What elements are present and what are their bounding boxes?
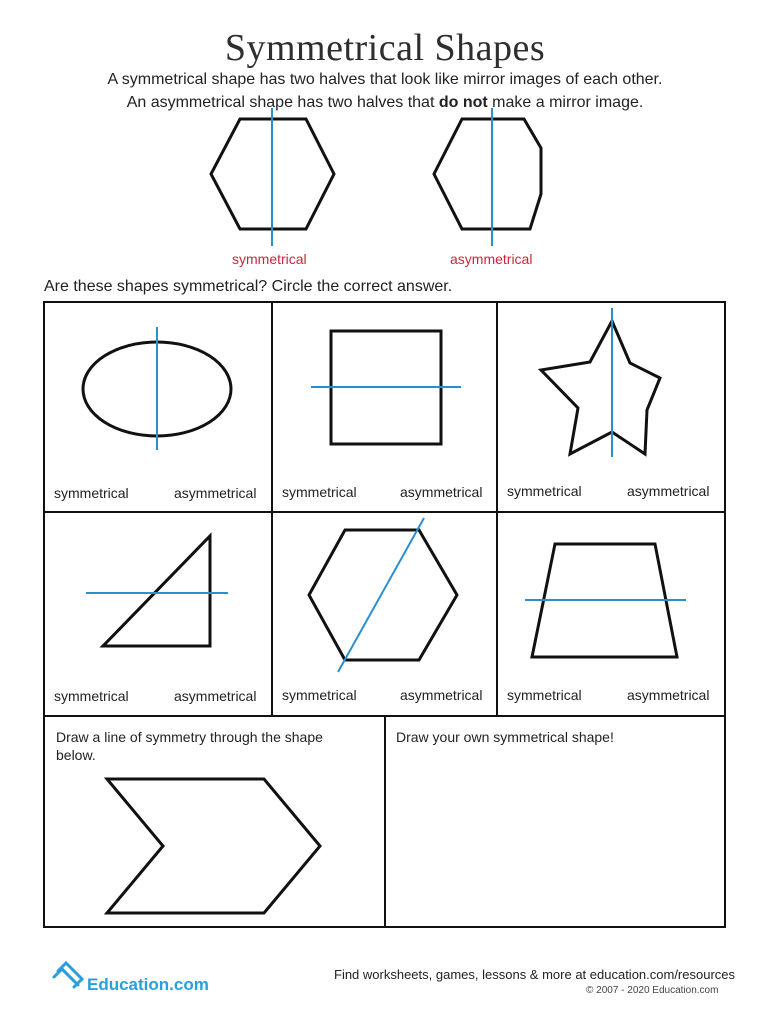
education-logo-icon [52,961,86,991]
cell-3-symmetrical[interactable]: symmetrical [507,483,582,499]
intro-emphasis: do not [438,94,488,111]
education-logo-text[interactable]: Education.com [87,975,209,994]
intro-line-2-pre: An asymmetrical shape has two halves that [126,94,439,111]
page-title: Symmetrical Shapes [224,27,546,69]
cell-2-asymmetrical[interactable]: asymmetrical [400,484,483,500]
footer-resources: Find worksheets, games, lessons & more at education.com/resources [334,967,736,982]
draw-own-instruction: Draw your own symmetrical shape! [396,729,614,745]
intro-line-2-post: make a mirror image. [487,94,644,111]
draw-line-instruction: Draw a line of symmetry through the shape below. [56,729,323,763]
cell-4-asymmetrical[interactable]: asymmetrical [174,688,257,704]
cell-4-symmetrical[interactable]: symmetrical [54,688,129,704]
triangle-shape [103,536,210,646]
star-shape [541,321,660,454]
cell-3-asymmetrical[interactable]: asymmetrical [627,483,710,499]
drawing-area[interactable] [387,760,724,926]
cell-2-symmetrical[interactable]: symmetrical [282,484,357,500]
intro-line-1: A symmetrical shape has two halves that look like mirror images of each other. [107,71,663,88]
question-text: Are these shapes symmetrical? Circle the correct answer. [44,278,453,295]
cell-6-symmetrical[interactable]: symmetrical [507,687,582,703]
hexagon-line [338,518,424,672]
cell-6-asymmetrical[interactable]: asymmetrical [627,687,710,703]
footer-copyright: © 2007 - 2020 Education.com [586,985,719,996]
example-asymmetrical-label: asymmetrical [450,251,533,267]
cell-1-asymmetrical[interactable]: asymmetrical [174,485,257,501]
hexagon-shape [309,530,457,660]
chevron-shape [107,779,320,913]
cell-5-asymmetrical[interactable]: asymmetrical [400,687,483,703]
example-symmetrical-label: symmetrical [232,251,307,267]
cell-1-symmetrical[interactable]: symmetrical [54,485,129,501]
cell-5-symmetrical[interactable]: symmetrical [282,687,357,703]
